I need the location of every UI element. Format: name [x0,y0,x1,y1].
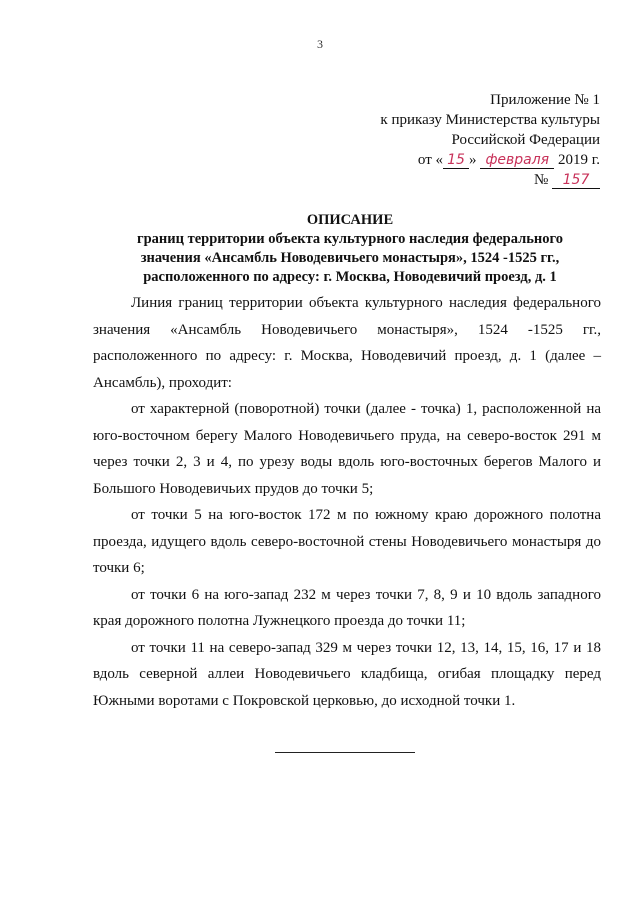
title-line-3: расположенного по адресу: г. Москва, Новодевичий проезд, д. 1 [143,269,557,285]
title-heading: ОПИСАНИЕ [306,212,394,228]
document-body [93,290,601,714]
date-day-handwritten: 15 [443,152,469,169]
paragraph-point-5: от точки 5 на юго-восток 172 м по южному краю дорожного полотна проезда, идущего вдоль северо-восточной стены Новодевичьего монастыря до точки 6; [93,507,601,576]
paragraph-point-11: от точки 11 на северо-запад 329 м через точки 12, 13, 14, 15, 16, 17 и 18 вдоль северной аллеи Новодевичьего кладбища, огибая площадку перед Южными воротами с Покровской церковью, до исходной точки 1. [93,639,601,709]
appendix-ministry: Российской Федерации [451,132,600,148]
date-prefix: от « [417,152,444,168]
appendix-header [300,90,600,190]
appendix-label: Приложение № 1 [490,92,600,108]
paragraph-intro: Линия границ территории объекта культурного наследия федерального значения «Ансамбль Новодевичьего монастыря», 1524 -1525 гг., расположенного по адресу: г. Москва, Новодевичий проезд, д. 1 (далее – Ансамбль), проходит: [93,295,601,391]
number-handwritten: 157 [552,172,600,189]
date-year: 2019 г. [558,152,600,168]
appendix-order-ref: к приказу Министерства культуры [380,112,600,128]
appendix-number [300,170,600,190]
date-mid: » [469,152,477,168]
paragraph-point-1: от характерной (поворотной) точки (далее - точка) 1, расположенной на юго-восточном берегу Малого Новодевичьего пруда, на северо-восток 291 м через точки 2, 3 и 4, по урезу воды вдоль юго-восточных берегов Малого и Большого Новодевичьих прудов до точки 5; [93,401,601,497]
date-month-handwritten: февраля [480,152,554,169]
end-divider [275,752,415,753]
document-title [100,211,600,287]
title-line-2: значения «Ансамбль Новодевичьего монастыря», 1524 -1525 гг., [140,250,560,266]
paragraph-point-6: от точки 6 на юго-запад 232 м через точки 7, 8, 9 и 10 вдоль западного края дорожного полотна Лужнецкого проезда до точки 11; [93,586,601,629]
page-number: 3 [317,37,323,51]
number-prefix: № [533,172,549,188]
appendix-date [300,150,600,170]
title-line-1: границ территории объекта культурного наследия федерального [137,231,563,247]
